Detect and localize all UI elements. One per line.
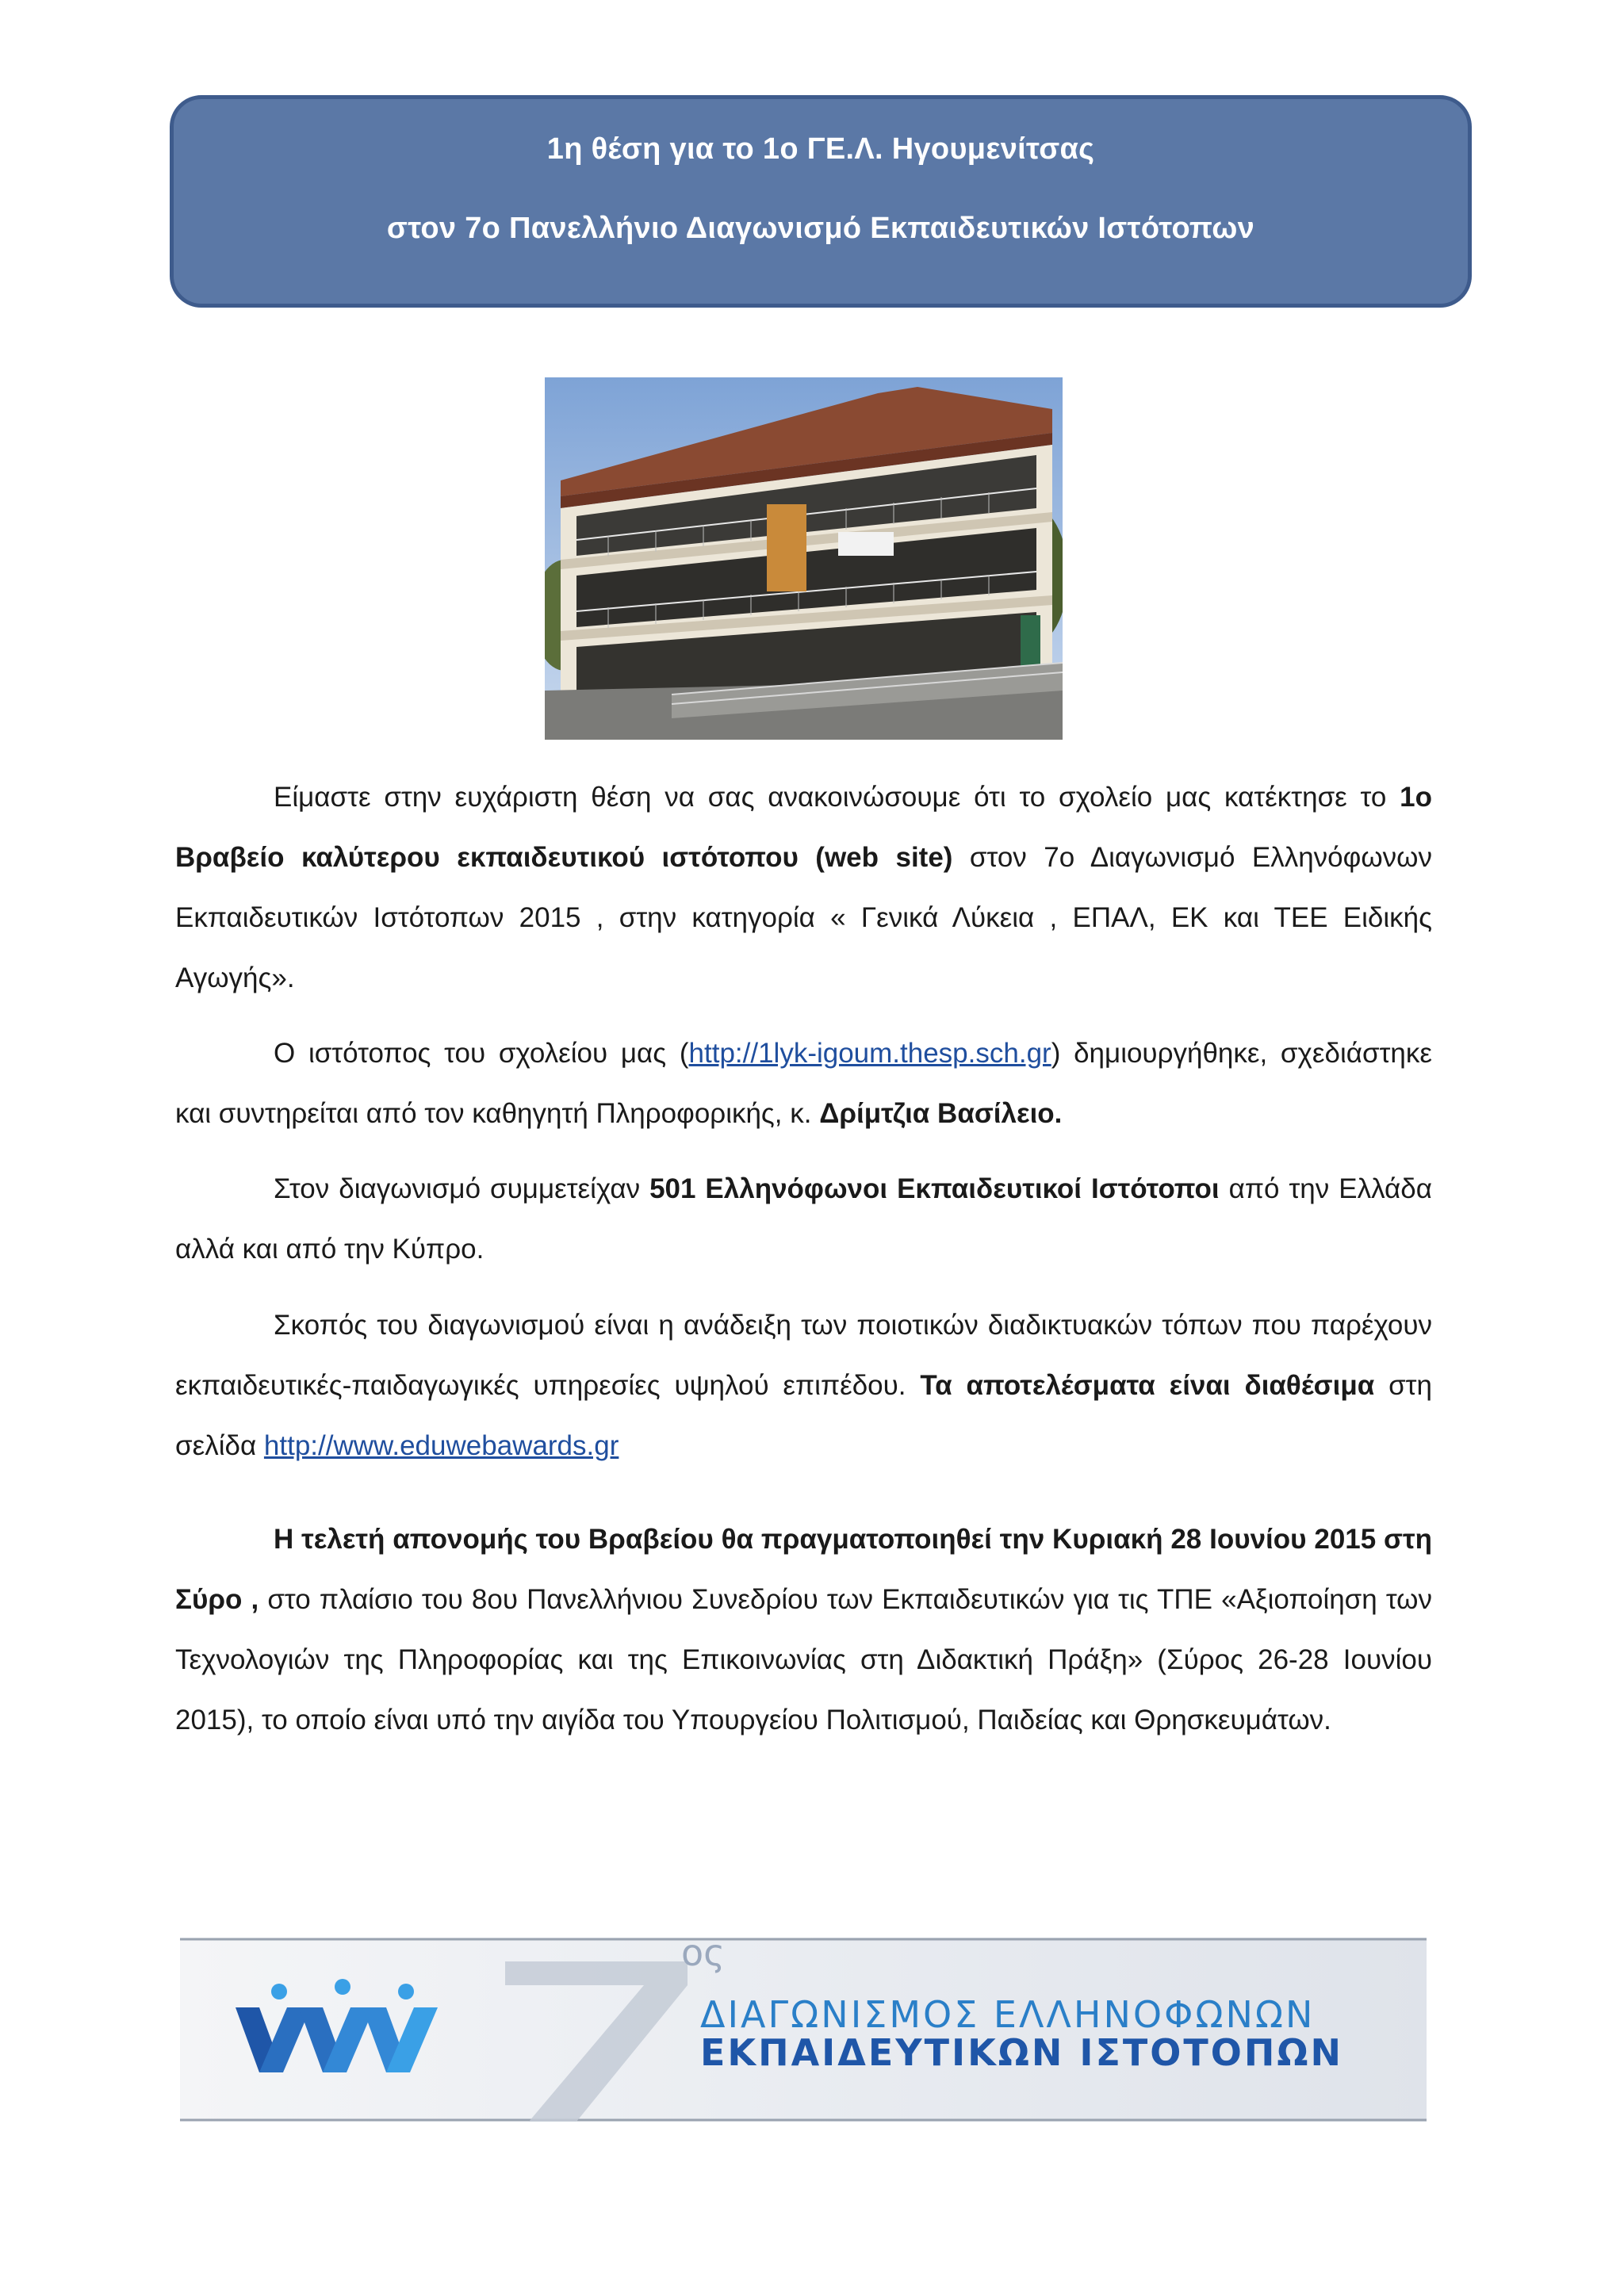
teacher-name-bold: Δρίμτζια Βασίλειο. bbox=[819, 1098, 1063, 1129]
eduwebawards-link[interactable]: http://www.eduwebawards.gr bbox=[263, 1430, 619, 1461]
school-website-link[interactable]: http://1lyk-igoum.thesp.sch.gr bbox=[688, 1038, 1051, 1069]
title-line-1: 1η θέση για το 1ο ΓΕ.Λ. Ηγουμενίτσας bbox=[546, 132, 1095, 166]
title-line-2: στον 7ο Πανελλήνιο Διαγωνισμό Εκπαιδευτικών Ιστότοπων bbox=[386, 212, 1255, 245]
title-box bbox=[170, 95, 1472, 308]
paragraph-participants bbox=[175, 1159, 1432, 1280]
p1-award-bold: 1ο Βραβείο καλύτερου εκπαιδευτικού ιστότοπου (web site) bbox=[175, 782, 1432, 873]
paragraph-purpose bbox=[175, 1295, 1432, 1476]
paragraph-award-announcement bbox=[175, 767, 1432, 1008]
ceremony-date-bold: Η τελετή απονομής του Βραβείου θα πραγματοποιηθεί την Κυριακή 28 Ιουνίου 2015 στη Σύρο , bbox=[175, 1524, 1432, 1615]
p3-text-c: από την Ελλάδα αλλά και από την Κύπρο. bbox=[175, 1173, 1433, 1265]
p2-text-b: ) δημιουργήθηκε, σχεδιάστηκε και συντηρείται από τον καθηγητή Πληροφορικής, κ. bbox=[175, 1038, 1433, 1129]
p1-text-c: στον 7ο Διαγωνισμό Ελληνόφωνων Εκπαιδευτικών Ιστότοπων 2015 , στην κατηγορία « Γενικά Λύκεια , ΕΠΑΛ, ΕΚ και ΤΕΕ Ειδικής Αγωγής». bbox=[175, 842, 1432, 993]
banner-line-1: ΔΙΑΓΩΝΙΣΜΟΣ ΕΛΛΗΝΟΦΩΝΩΝ bbox=[700, 1993, 1316, 2036]
p1-text-a: Είμαστε στην ευχάριστη θέση να σας ανακοινώσουμε ότι το σχολείο μας κατέκτησε το bbox=[274, 782, 1400, 813]
school-building-photo bbox=[545, 377, 1063, 740]
paragraph-ceremony bbox=[175, 1510, 1432, 1751]
p4-text-a: Σκοπός του διαγωνισμού είναι η ανάδειξη των ποιοτικών διαδικτυακών τόπων που παρέχουν εκπαιδευτικές-παιδαγωγικές υπηρεσίες υψηλού επιπέδου. bbox=[175, 1310, 1432, 1401]
participants-count-bold: 501 Ελληνόφωνοι Εκπαιδευτικοί Ιστότοποι bbox=[649, 1173, 1220, 1204]
results-available-bold: Τα αποτελέσματα είναι διαθέσιμα bbox=[920, 1370, 1375, 1401]
paragraph-website bbox=[175, 1024, 1432, 1144]
p2-text-a: Ο ιστότοπος του σχολείου μας ( bbox=[274, 1038, 689, 1069]
p5-text-b: στο πλαίσιο του 8ου Πανελλήνιου Συνεδρίου των Εκπαιδευτικών για τις ΤΠΕ «Αξιοποίηση των Τεχνολογιών της Πληροφορίας και της Επικοινωνίας στη Διδακτική Πράξη» (Σύρος 26-28 Ιουνίου 2015), το οποίο είναι υπό την αιγίδα του Υπουργείου Πολιτισμού, Παιδείας και Θρησκευμάτων. bbox=[175, 1584, 1433, 1735]
competition-banner bbox=[180, 1938, 1427, 2122]
p3-text-a: Στον διαγωνισμό συμμετείχαν bbox=[274, 1173, 650, 1204]
p4-text-c: στη σελίδα bbox=[175, 1370, 1432, 1461]
banner-superscript: ος bbox=[681, 1938, 726, 1974]
banner-line-2: ΕΚΠΑΙΔΕΥΤΙΚΩΝ ΙΣΤΟΤΟΠΩΝ bbox=[700, 2031, 1343, 2074]
